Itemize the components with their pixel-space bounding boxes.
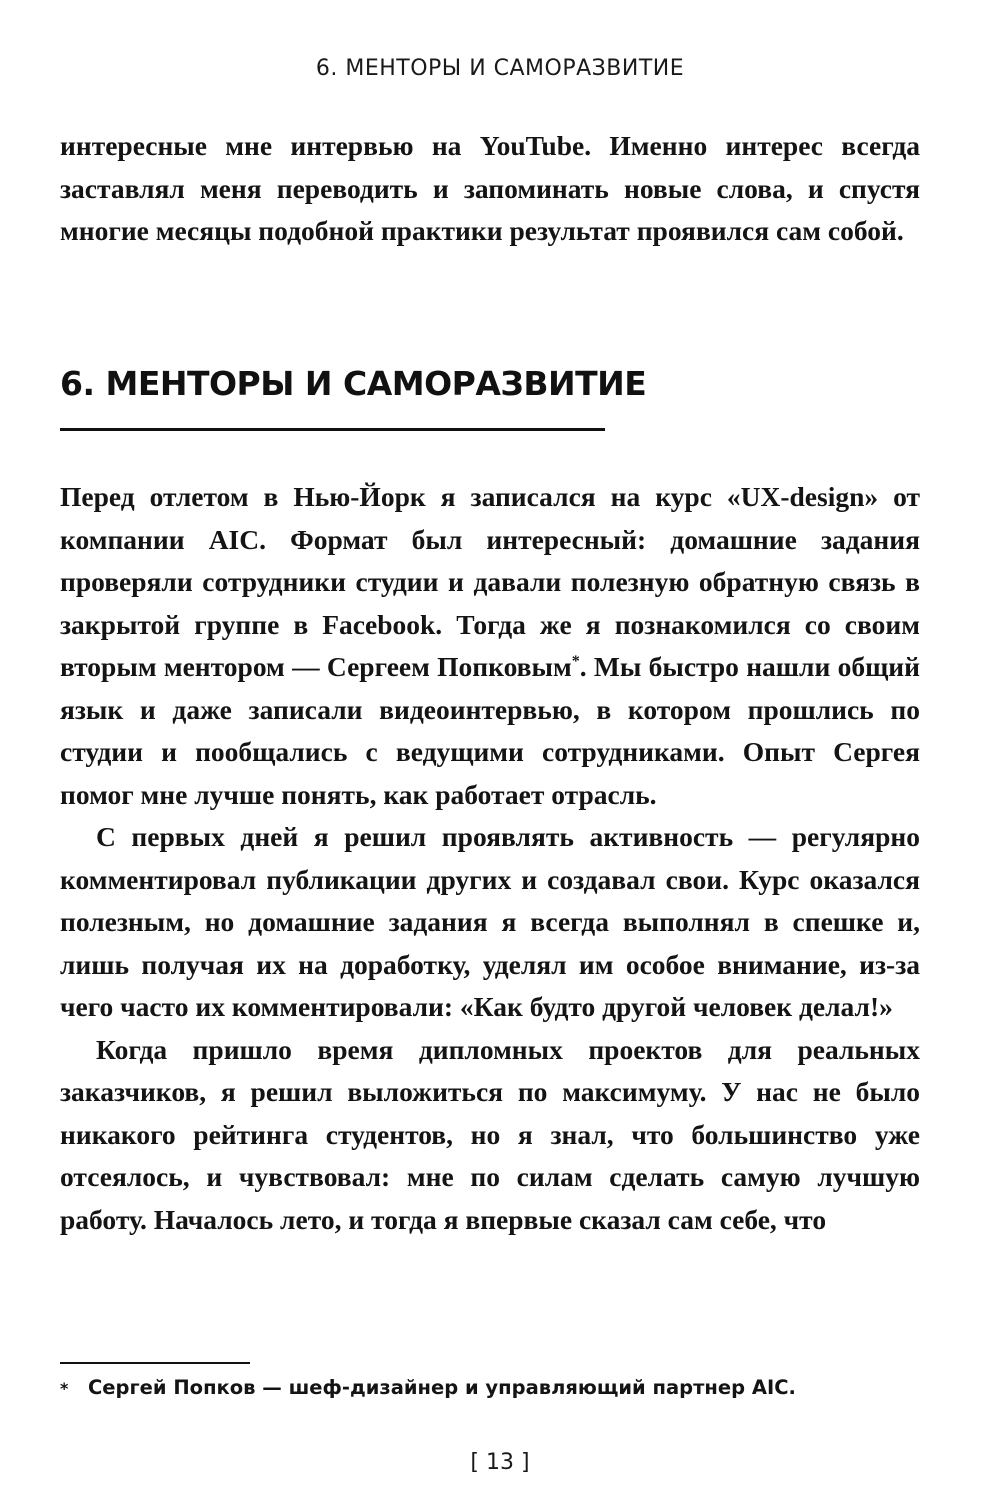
running-header: 6. МЕНТОРЫ И САМОРАЗВИТИЕ <box>315 56 685 81</box>
paragraph-1 <box>60 476 920 816</box>
page-number: [ 13 ] <box>470 1450 530 1475</box>
section-heading: 6. МЕНТОРЫ И САМОРАЗВИТИЕ <box>60 364 647 403</box>
paragraph-2: С первых дней я решил проявлять активность — регулярно комментировал публикации других и создавал свои. Курс оказался полезным, но домашние задания я всегда выполнял в спешке и, лишь получая их на доработку, уделял им особое внимание, из-за чего часто их комментировали: «Как будто другой человек делал!» <box>60 821 920 1022</box>
paragraph-1-text-end: . Мы быстро нашли общий язык и даже записали видеоинтервью, в котором прошлись по студии и пообщались с ведущими сотрудниками. Опыт Сергея помог мне лучше понять, как работает отрасль. <box>60 651 920 810</box>
continued-paragraph: интересные мне интервью на YouTube. Именно интерес всегда заставлял меня переводить и запоминать новые слова, и спустя многие месяцы подобной практики результат проявился сам собой. <box>60 130 920 246</box>
paragraph-1-text-start: Перед отлетом в Нью-Йорк я записался на курс «UX-design» от компании AIC. Формат был интересный: домашние задания проверяли сотрудники студии и давали полезную обратную связь в закрытой группе в Facebook. Тогда же я познакомился со своим вторым ментором — Сергеем Попковым <box>60 481 920 682</box>
footnote <box>60 1373 940 1404</box>
heading-underline-rule <box>60 428 605 431</box>
paragraph-3: Когда пришло время дипломных проектов для реальных заказчиков, я решил выложиться по максимуму. У нас не было никакого рейтинга студентов, но я знал, что большинство уже отсеялось, и чувствовал: мне по силам сделать самую лучшую работу. Началось лето, и тогда я впервые сказал сам себе, что <box>60 1033 920 1235</box>
footnote-reference-mark: * <box>571 652 580 670</box>
footnote-text: Сергей Попков — шеф-дизайнер и управляющий партнер AIC. <box>88 1376 796 1399</box>
footnote-separator-rule <box>60 1362 250 1364</box>
footnote-mark: * <box>60 1379 69 1398</box>
section-body <box>60 476 920 1241</box>
